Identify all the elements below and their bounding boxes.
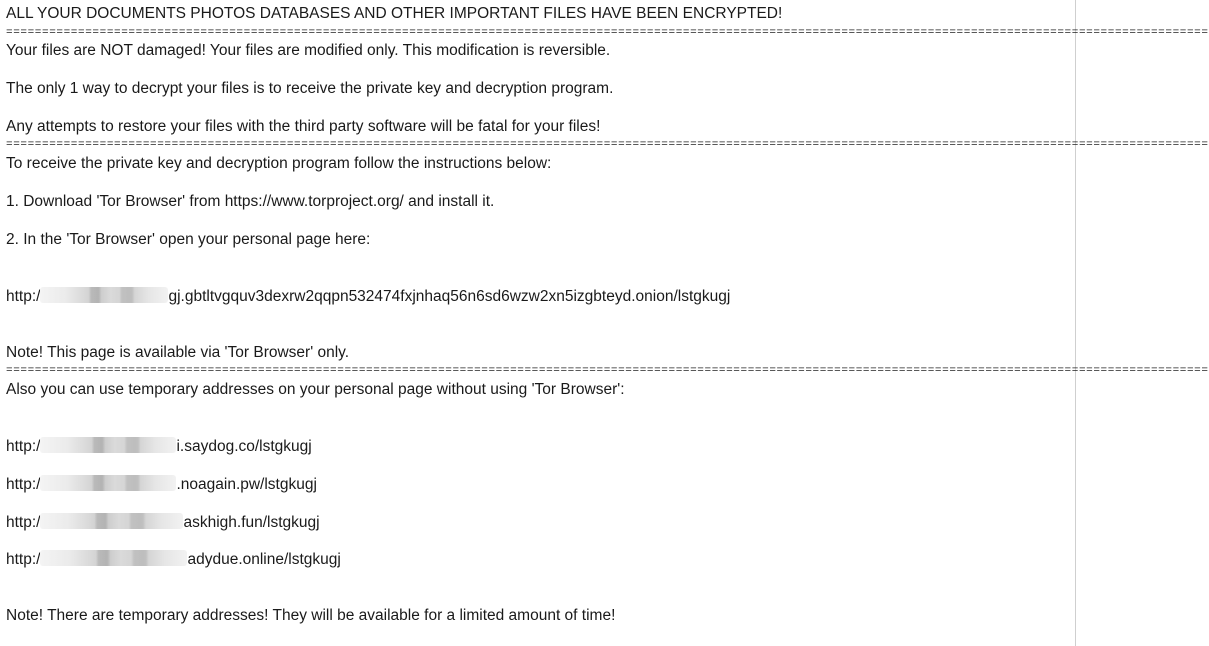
not-damaged-text: Your files are NOT damaged! Your files are modified only. This modification is reversible.: [6, 42, 611, 59]
temporary-address-prefix: http:/: [6, 551, 41, 568]
instructions-intro: To receive the private key and decryption program follow the instructions below:: [6, 155, 552, 172]
separator-line: =======================================================================================================================================================================: [6, 27, 1209, 39]
redacted-blur: [40, 513, 183, 529]
redacted-blur: [40, 550, 187, 566]
temporary-address: [6, 437, 312, 457]
page-title: ALL YOUR DOCUMENTS PHOTOS DATABASES AND OTHER IMPORTANT FILES HAVE BEEN ENCRYPTED!: [6, 5, 783, 22]
limited-time-note: Note! There are temporary addresses! They will be available for a limited amount of time!: [6, 607, 616, 624]
tor-only-note: Note! This page is available via 'Tor Browser' only.: [6, 344, 350, 361]
temporary-address-suffix: adydue.online/lstgkugj: [187, 551, 341, 568]
step-download-tor: 1. Download 'Tor Browser' from https://www.torproject.org/ and install it.: [6, 193, 495, 210]
redacted-blur: [40, 475, 176, 491]
warning-text: Any attempts to restore your files with the third party software will be fatal for your files!: [6, 118, 601, 135]
temporary-address: [6, 475, 317, 495]
step-open-page: 2. In the 'Tor Browser' open your personal page here:: [6, 231, 371, 248]
temporary-address: [6, 550, 341, 570]
separator-line: =======================================================================================================================================================================: [6, 365, 1209, 377]
temporary-address-suffix: i.saydog.co/lstgkugj: [176, 438, 312, 455]
temporary-address-suffix: .noagain.pw/lstgkugj: [176, 476, 317, 493]
temporary-address: [6, 513, 320, 533]
temporary-address-prefix: http:/: [6, 476, 41, 493]
separator-line: =======================================================================================================================================================================: [6, 139, 1209, 151]
temporary-address-prefix: http:/: [6, 438, 41, 455]
onion-address: [6, 287, 730, 307]
temporary-address-prefix: http:/: [6, 514, 41, 531]
temporary-address-suffix: askhigh.fun/lstgkugj: [183, 514, 320, 531]
redacted-blur: [40, 287, 168, 303]
temporary-addresses-intro: Also you can use temporary addresses on your personal page without using 'Tor Browser':: [6, 381, 625, 398]
only-way-text: The only 1 way to decrypt your files is to receive the private key and decryption program.: [6, 80, 614, 97]
onion-address-suffix: gj.gbtltvgquv3dexrw2qqpn532474fxjnhaq56n6sd6wzw2xn5izgbteyd.onion/lstgkugj: [168, 288, 731, 305]
onion-address-prefix: http:/: [6, 288, 41, 305]
redacted-blur: [40, 437, 176, 453]
